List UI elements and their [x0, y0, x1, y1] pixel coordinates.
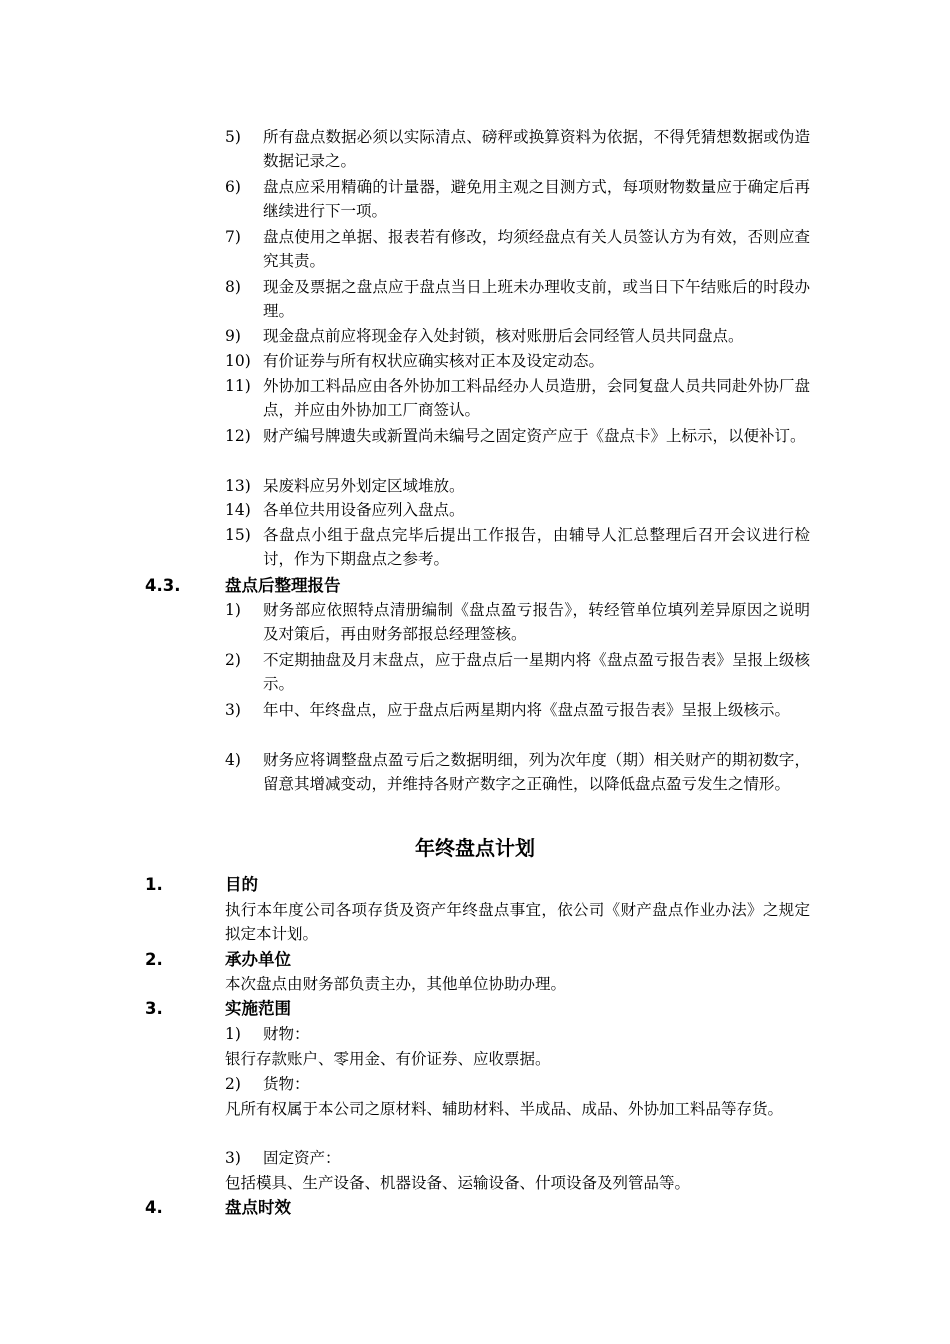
list-item-text: 呆废料应另外划定区域堆放。 [263, 477, 465, 495]
list-item-number: 3) [225, 701, 241, 719]
scope-body: 银行存款账户、零用金、有价证券、应收票据。 [225, 1050, 551, 1068]
list-item [225, 698, 810, 722]
list-item-text: 盘点应采用精确的计量器，避免用主观之目测方式，每项财物数量应于确定后再继续进行下一项。 [263, 178, 810, 220]
list-item-text: 财产编号牌遗失或新置尚未编号之固定资产应于《盘点卡》上标示，以便补订。 [263, 427, 806, 445]
list-item-number: 12) [225, 427, 251, 445]
list-item-text: 财务应将调整盘点盈亏后之数据明细，列为次年度（期）相关财产的期初数字，留意其增减变动，并维持各财产数字之正确性，以降低盘点盈亏发生之情形。 [263, 751, 810, 793]
section-number: 3. [145, 999, 163, 1018]
list-item [225, 225, 810, 273]
list-item-number: 6) [225, 178, 241, 196]
list-item [225, 598, 810, 646]
scope-body: 包括模具、生产设备、机器设备、运输设备、什项设备及列管品等。 [225, 1174, 691, 1192]
list-item [225, 275, 810, 323]
list-item-text: 各盘点小组于盘点完毕后提出工作报告，由辅导人汇总整理后召开会议进行检讨，作为下期盘点之参考。 [263, 526, 810, 568]
list-item-number: 1) [225, 601, 241, 619]
section-title: 实施范围 [225, 999, 291, 1018]
list-item-text: 现金盘点前应将现金存入处封锁，核对账册后会同经管人员共同盘点。 [263, 327, 744, 345]
list-item-number: 14) [225, 501, 251, 519]
section-title: 盘点时效 [225, 1198, 291, 1217]
list-item [225, 349, 810, 373]
section-number: 4. [145, 1198, 163, 1217]
list-item-number: 5) [225, 128, 241, 146]
list-item [225, 424, 810, 448]
scope-label: 固定资产： [263, 1149, 341, 1167]
list-item-text: 所有盘点数据必须以实际清点、磅秤或换算资料为依据，不得凭猜想数据或伪造数据记录之。 [263, 128, 810, 170]
list-item-number: 10) [225, 352, 251, 370]
section-number: 4.3. [145, 576, 181, 595]
list-item-text: 外协加工料品应由各外协加工料品经办人员造册，会同复盘人员共同赴外协厂盘点，并应由外协加工厂商签认。 [263, 377, 810, 419]
scope-subheading [225, 1146, 341, 1170]
scope-label: 财物： [263, 1025, 310, 1043]
list-item [225, 748, 810, 796]
list-item-number: 9) [225, 327, 241, 345]
list-item-number: 2) [225, 651, 241, 669]
scope-subheading [225, 1022, 310, 1046]
scope-number: 2) [225, 1075, 241, 1093]
list-item [225, 648, 810, 696]
document-title: 年终盘点计划 [415, 836, 535, 860]
list-item [225, 374, 810, 422]
list-item [225, 474, 810, 498]
section-number: 1. [145, 875, 163, 894]
list-item-number: 11) [225, 377, 251, 395]
list-item [225, 125, 810, 173]
list-item-text: 各单位共用设备应列入盘点。 [263, 501, 465, 519]
list-item-text: 有价证券与所有权状应确实核对正本及设定动态。 [263, 352, 605, 370]
list-item [225, 498, 810, 522]
list-item-text: 盘点使用之单据、报表若有修改，均须经盘点有关人员签认方为有效，否则应查究其责。 [263, 228, 810, 270]
list-item-number: 7) [225, 228, 241, 246]
list-item-number: 15) [225, 526, 251, 544]
list-item-number: 8) [225, 278, 241, 296]
list-item [225, 324, 810, 348]
section-title: 目的 [225, 875, 258, 894]
list-item-text: 现金及票据之盘点应于盘点当日上班未办理收支前，或当日下午结账后的时段办理。 [263, 278, 810, 320]
list-item-text: 不定期抽盘及月末盘点，应于盘点后一星期内将《盘点盈亏报告表》呈报上级核示。 [263, 651, 810, 693]
scope-body: 凡所有权属于本公司之原材料、辅助材料、半成品、成品、外协加工料品等存货。 [225, 1100, 784, 1118]
list-item-text: 财务部应依照特点清册编制《盘点盈亏报告》，转经管单位填列差异原因之说明及对策后，再由财务部报总经理签核。 [263, 601, 810, 643]
list-item [225, 175, 810, 223]
list-item-text: 年中、年终盘点，应于盘点后两星期内将《盘点盈亏报告表》呈报上级核示。 [263, 701, 791, 719]
scope-number: 3) [225, 1149, 241, 1167]
scope-label: 货物： [263, 1075, 310, 1093]
section-title: 承办单位 [225, 950, 291, 969]
section-number: 2. [145, 950, 163, 969]
section-body: 执行本年度公司各项存货及资产年终盘点事宜，依公司《财产盘点作业办法》之规定拟定本计划。 [225, 901, 810, 943]
section-body: 本次盘点由财务部负责主办，其他单位协助办理。 [225, 975, 567, 993]
section-title: 盘点后整理报告 [225, 576, 341, 595]
scope-number: 1) [225, 1025, 241, 1043]
list-item [225, 523, 810, 571]
scope-subheading [225, 1072, 310, 1096]
list-item-number: 4) [225, 751, 241, 769]
list-item-number: 13) [225, 477, 251, 495]
